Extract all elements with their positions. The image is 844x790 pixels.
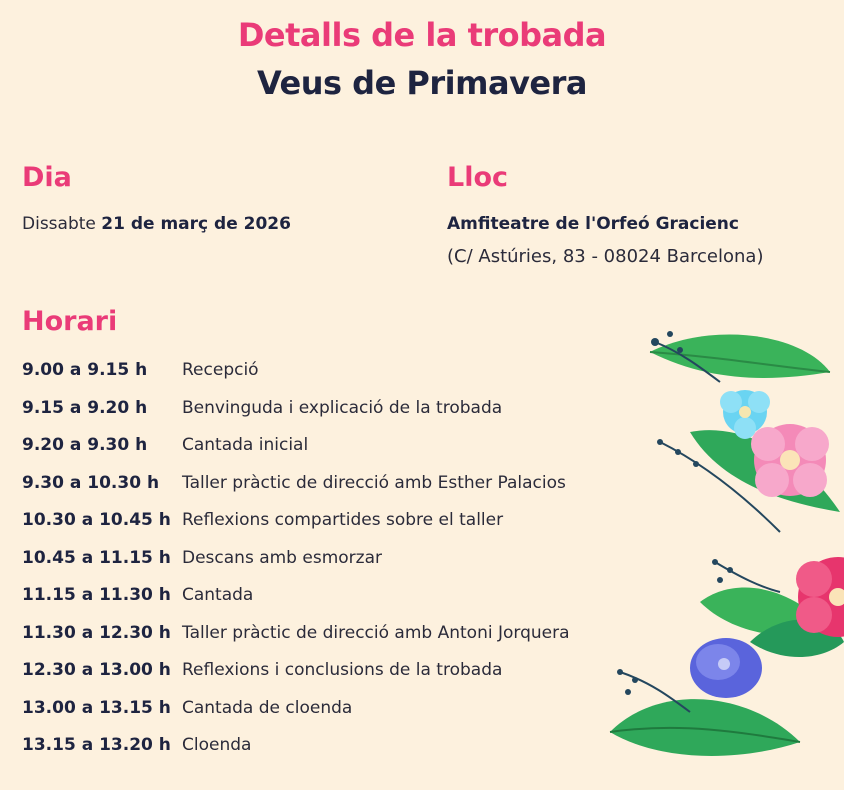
schedule-time: 12.30 a 13.00 h (22, 660, 171, 680)
day-heading: Dia (22, 162, 72, 193)
schedule-activity: Taller pràctic de direcció amb Antoni Jorquera (182, 622, 570, 643)
schedule-heading: Horari (22, 306, 118, 337)
schedule-activity: Cantada de cloenda (182, 697, 353, 718)
schedule-activity: Descans amb esmorzar (182, 547, 382, 568)
schedule-row (22, 473, 662, 503)
schedule-time: 10.45 a 11.15 h (22, 547, 171, 568)
schedule-activity: Cloenda (182, 735, 252, 755)
schedule-activity: Reflexions compartides sobre el taller (182, 510, 504, 530)
page-subtitle: Veus de Primavera (256, 64, 587, 102)
day-date: 21 de març de 2026 (101, 214, 291, 234)
schedule-row (22, 548, 662, 578)
schedule-activity: Cantada inicial (182, 435, 309, 455)
schedule-activity: Reflexions i conclusions de la trobada (182, 660, 503, 680)
day-prefix: Dissabte (22, 214, 102, 234)
schedule-row (22, 585, 662, 615)
schedule-row (22, 660, 662, 690)
schedule-row (22, 360, 662, 390)
schedule-time: 10.30 a 10.45 h (22, 510, 171, 530)
schedule-time: 13.00 a 13.15 h (22, 697, 171, 718)
schedule-time: 9.15 a 9.20 h (22, 397, 148, 418)
page-title: Detalls de la trobada (237, 16, 607, 54)
schedule-row (22, 510, 662, 540)
schedule-time: 11.30 a 12.30 h (22, 622, 171, 643)
schedule-activity: Benvinguda i explicació de la trobada (182, 397, 503, 418)
schedule-row (22, 735, 662, 765)
schedule-row (22, 623, 662, 653)
schedule-row (22, 698, 662, 728)
schedule-activity: Taller pràctic de direcció amb Esther Palacios (182, 472, 566, 493)
schedule-row (22, 398, 662, 428)
schedule-time: 13.15 a 13.20 h (22, 735, 171, 755)
schedule-row (22, 435, 662, 465)
flower-decoration-icon (600, 312, 844, 782)
day-text (22, 214, 291, 234)
schedule-time: 11.15 a 11.30 h (22, 585, 171, 605)
place-name: Amfiteatre de l'Orfeó Gracienc (447, 214, 739, 234)
schedule-activity: Cantada (182, 585, 254, 605)
schedule-time: 9.20 a 9.30 h (22, 435, 148, 455)
place-heading: Lloc (447, 162, 509, 193)
schedule-activity: Recepció (182, 360, 259, 380)
schedule-time: 9.30 a 10.30 h (22, 472, 160, 493)
schedule-time: 9.00 a 9.15 h (22, 360, 148, 380)
place-address: (C/ Astúries, 83 - 08024 Barcelona) (447, 246, 764, 267)
